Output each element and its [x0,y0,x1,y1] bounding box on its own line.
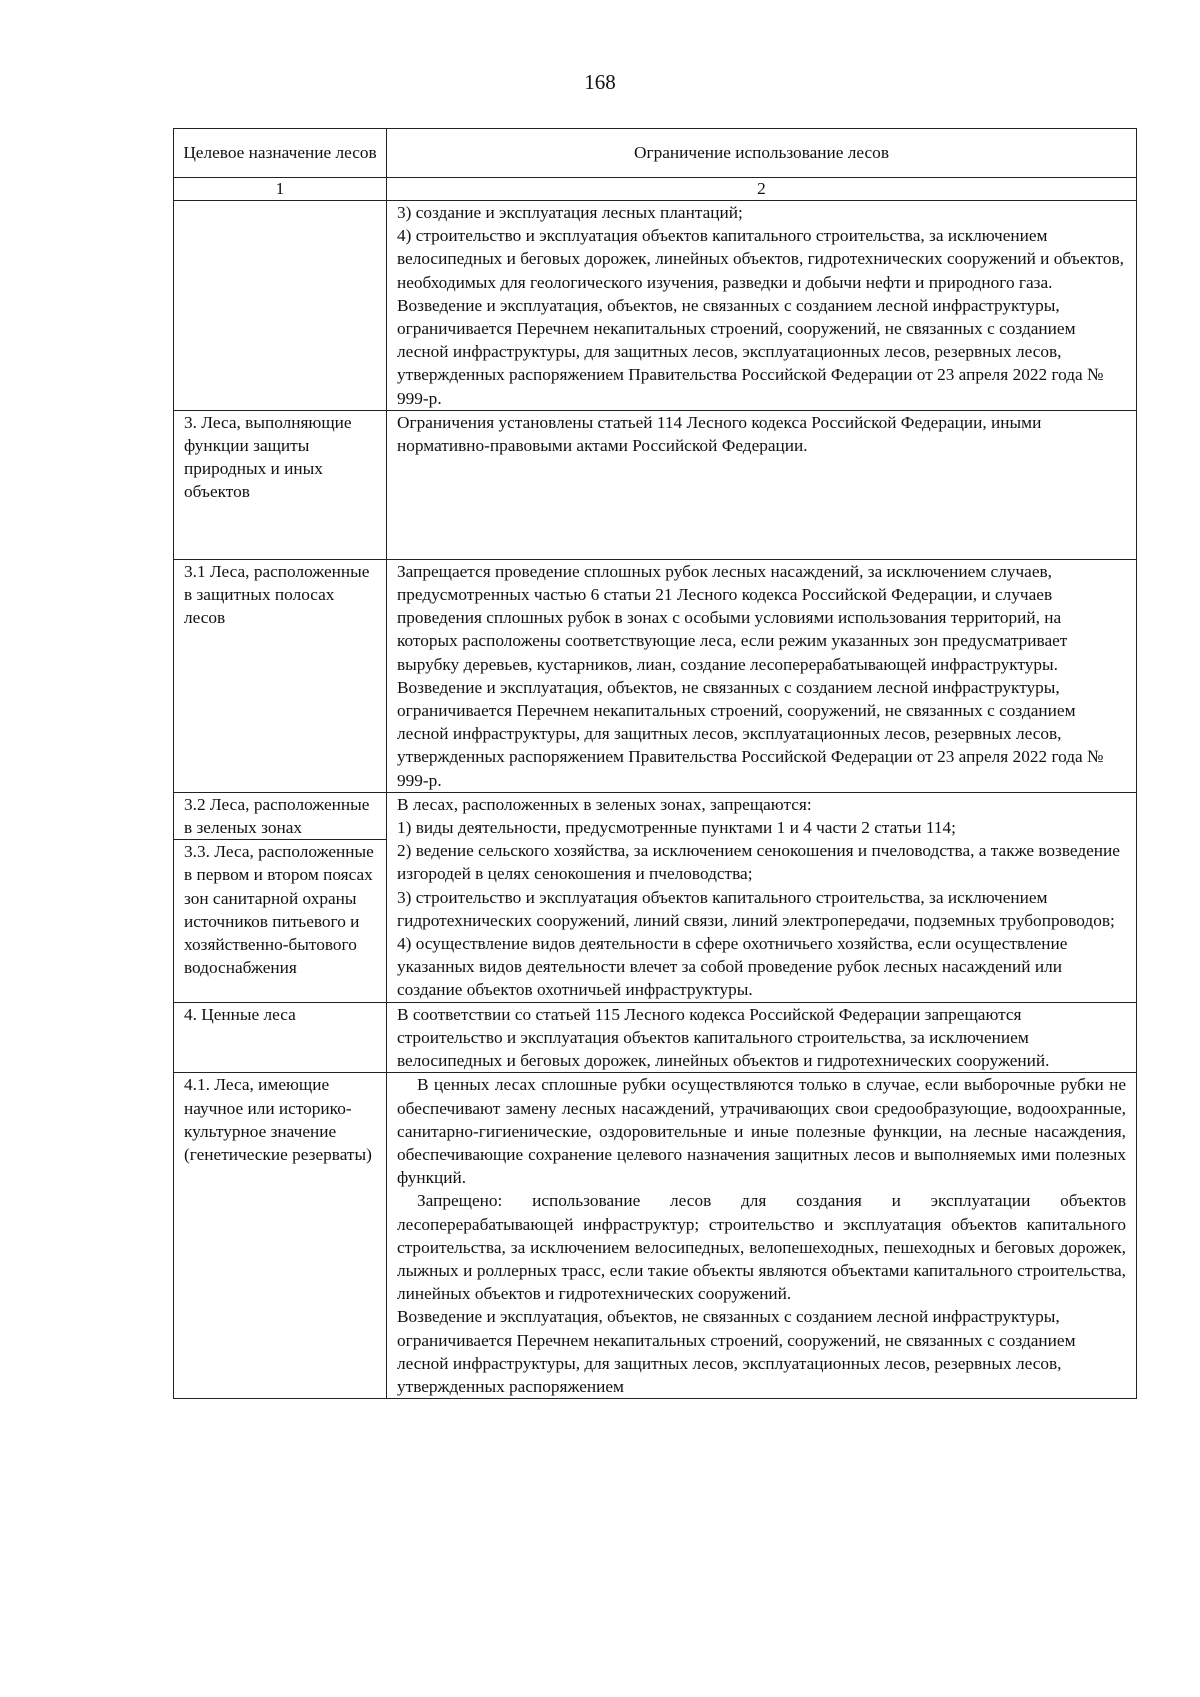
table-header-row [174,129,1137,178]
restriction-paragraph: В ценных лесах сплошные рубки осуществляются только в случае, если выборочные рубки не обеспечивают замену лесных насаждений, утрачивающих свои средообразующие, водоохранные, санитарно-гигиенические, оздоровительные и иные полезные функции, на лесные насаждения, обеспечивающие сохранение целевого назначения защитных лесов и выполняемых ими полезных функций. [397,1075,1126,1188]
purpose-cell: 4.1. Леса, имеющие научное или историко-культурное значение (генетические резерваты) [174,1073,387,1399]
table-row [174,410,1137,559]
table-row [174,1073,1137,1399]
restriction-cell: Ограничения установлены статьей 114 Лесного кодекса Российской Федерации, иными нормативно-правовыми актами Российской Федерации. [387,410,1137,559]
table-row [174,792,1137,1002]
restriction-paragraph: Возведение и эксплуатация, объектов, не связанных с созданием лесной инфраструктуры, ограничивается Перечнем некапитальных строений, сооружений, не связанных с созданием лесной инфраструктуры, для защитных лесов, эксплуатационных лесов, резервных лесов, утвержденных распоряжением [397,1307,1076,1396]
purpose-cell: 3.1 Леса, расположенные в защитных полосах лесов [174,559,387,792]
restriction-cell: Запрещается проведение сплошных рубок лесных насаждений, за исключением случаев, предусмотренных частью 6 статьи 21 Лесного кодекса Российской Федерации, и случаев проведения сплошных рубок в зонах с особыми условиями использования территорий, на которых расположены соответствующие леса, если режим указанных зон предусматривает вырубку деревьев, кустарников, лиан, создание лесоперерабатывающей инфраструктуры. Возведение и эксплуатация, объектов, не связанных с созданием лесной инфраструктуры, ограничивается Перечнем некапитальных строений, сооружений, не связанных с созданием лесной инфраструктуры, для защитных лесов, эксплуатационных лесов, резервных лесов, утвержденных распоряжением Правительства Российской Федерации от 23 апреля 2022 года № 999-р. [387,559,1137,792]
column-number-row [174,178,1137,201]
restriction-cell: В соответствии со статьей 115 Лесного кодекса Российской Федерации запрещаются строительство и эксплуатация объектов капитального строительства, за исключением велосипедных и беговых дорожек, линейных объектов и гидротехнических сооружений. [387,1002,1137,1073]
purpose-cell-split [174,792,387,1002]
header-restriction: Ограничение использование лесов [387,129,1137,178]
restriction-cell: В лесах, расположенных в зеленых зонах, запрещаются: 1) виды деятельности, предусмотренные пунктами 1 и 4 части 2 статьи 114; 2) ведение сельского хозяйства, за исключением сенокошения и пчеловодства, а также возведение изгородей в целях сенокошения и пчеловодства; 3) строительство и эксплуатация объектов капитального строительства, за исключением гидротехнических сооружений, линий связи, линий электропередачи, подземных трубопроводов; 4) осуществление видов деятельности в сфере охотничьего хозяйства, если осуществление указанных видов деятельности влечет за собой проведение рубок лесных насаждений или создание объектов охотничьей инфраструктуры. [387,792,1137,1002]
restriction-cell: 3) создание и эксплуатация лесных плантаций; 4) строительство и эксплуатация объектов капитального строительства, за исключением велосипедных и беговых дорожек, линейных объектов, гидротехнических сооружений и объектов, необходимых для геологического изучения, разведки и добычи нефти и природного газа. Возведение и эксплуатация, объектов, не связанных с созданием лесной инфраструктуры, ограничивается Перечнем некапитальных строений, сооружений, не связанных с созданием лесной инфраструктуры, для защитных лесов, эксплуатационных лесов, резервных лесов, утвержденных распоряжением Правительства Российской Федерации от 23 апреля 2022 года № 999-р. [387,201,1137,411]
restriction-cell [387,1073,1137,1399]
column-number-2: 2 [387,178,1137,201]
header-purpose: Целевое назначение лесов [174,129,387,178]
table-row [174,1002,1137,1073]
purpose-sanitary-zones: 3.3. Леса, расположенные в первом и втором поясах зон санитарной охраны источников питьевого и хозяйственно-бытового водоснабжения [184,842,374,978]
forest-restrictions-table [173,128,1137,1399]
column-number-1: 1 [174,178,387,201]
table-row [174,559,1137,792]
purpose-cell: 4. Ценные леса [174,1002,387,1073]
page-number: 168 [584,70,616,94]
table-row [174,201,1137,411]
purpose-green-zones: 3.2 Леса, расположенные в зеленых зонах [174,793,386,840]
purpose-cell: 3. Леса, выполняющие функции защиты природных и иных объектов [174,410,387,559]
restriction-paragraph: Запрещено: использование лесов для создания и эксплуатации объектов лесоперерабатывающей инфраструктур; строительство и эксплуатация объектов капитального строительства, за исключением велосипедных, велопешеходных, пешеходных и беговых дорожек, лыжных и роллерных трасс, если такие объекты являются объектами капитального строительства, линейных объектов и гидротехнических сооружений. [397,1191,1126,1304]
purpose-cell [174,201,387,411]
